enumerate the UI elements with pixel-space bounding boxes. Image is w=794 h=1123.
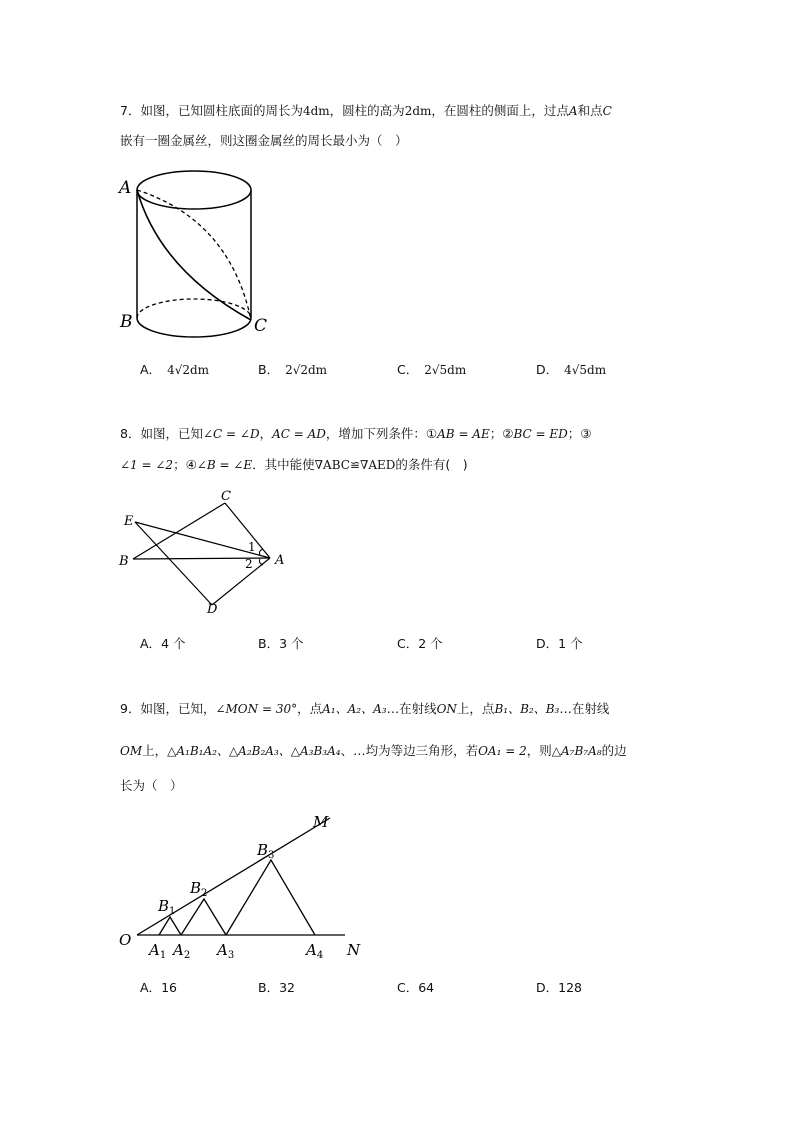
q7-option-c[interactable]: C． 2√5dm	[397, 362, 467, 377]
q8-label-a: A	[275, 553, 285, 568]
q8-stem-line2: ∠1 = ∠2；④∠B = ∠E．其中能使∇ABC≌∇AED的条件有( )	[120, 457, 468, 472]
q9-label-b2: $B_2$	[190, 879, 208, 899]
q7-math: C	[602, 104, 612, 118]
q7-cylinder-figure	[110, 160, 280, 340]
q7-bottom-back	[137, 299, 251, 318]
q7-text: 7．如图，已知圆柱底面的周长为	[120, 103, 303, 118]
q8-label-d: D	[207, 602, 218, 617]
q8-option-c[interactable]: C．2 个	[397, 636, 443, 651]
q8-label-angle-1: 1	[248, 540, 256, 554]
q7-text: ，圆柱的高为	[329, 103, 405, 118]
q8-seg-cb	[133, 503, 225, 559]
q9-label-a3: $A_3$	[217, 941, 235, 961]
q7-label-a: A	[119, 178, 132, 198]
q8-label-angle-2: 2	[245, 557, 253, 571]
q9-ray-om	[137, 818, 330, 935]
q7-stem-line2: 嵌有一圈金属丝，则这圈金属丝的周长最小为（ ）	[120, 133, 408, 148]
q7-stem-line1	[120, 103, 612, 119]
q9-label-b1: $B_1$	[158, 897, 176, 917]
q9-option-a[interactable]: A．16	[140, 980, 177, 995]
q8-option-d[interactable]: D．1 个	[536, 636, 583, 651]
q9-stem-line3: 长为（ ）	[120, 778, 183, 793]
q9-option-d[interactable]: D．128	[536, 980, 582, 995]
q9-label-o: O	[119, 931, 132, 949]
q7-top-ellipse	[137, 171, 251, 209]
q8-label-b: B	[119, 554, 129, 569]
q8-stem-line1: 8．如图，已知∠C = ∠D，AC = AD，增加下列条件：①AB = AE；②BC = ED；③	[120, 426, 592, 441]
q9-label-m: M	[313, 813, 329, 831]
q7-text: 和点	[577, 103, 603, 118]
q9-label-a4: $A_4$	[306, 941, 324, 961]
q7-label-c: C	[254, 316, 268, 336]
q9-stem-line1: 9．如图，已知，∠MON = 30°，点A₁、A₂、A₃…在射线ON上，点B₁、B₂、B₃…在射线	[120, 701, 610, 716]
q9-option-b[interactable]: B．32	[258, 980, 295, 995]
q7-label-b: B	[120, 312, 133, 332]
q7-math: 2dm	[404, 104, 432, 118]
q8-option-a[interactable]: A．4 个	[140, 636, 186, 651]
q7-math: 4dm	[302, 104, 330, 118]
q7-option-b[interactable]: B． 2√2dm	[258, 362, 328, 377]
q7-option-a[interactable]: A． 4√2dm	[140, 362, 210, 377]
q9-label-n: N	[347, 941, 361, 959]
q9-label-a1: $A_1$	[149, 941, 167, 961]
q8-triangles-figure	[115, 485, 295, 620]
q8-label-e: E	[124, 514, 134, 529]
q9-triangle-3	[226, 860, 315, 935]
q8-label-c: C	[221, 489, 231, 504]
q7-math: A	[568, 104, 578, 118]
q9-rays-figure	[115, 805, 375, 965]
q9-stem-line2: OM上，△A₁B₁A₂、△A₂B₂A₃、△A₃B₃A₄、…均为等边三角形，若OA₁ = 2，则△A₇B₇A₈的边	[120, 743, 627, 758]
q8-option-b[interactable]: B．3 个	[258, 636, 304, 651]
q9-label-b3: $B_3$	[257, 841, 275, 861]
q9-label-a2: $A_2$	[173, 941, 191, 961]
q8-angle-arc-1	[259, 549, 263, 555]
q9-option-c[interactable]: C．64	[397, 980, 435, 995]
q7-bottom-front	[137, 318, 251, 337]
q7-text: ，在圆柱的侧面上，过点	[431, 103, 569, 118]
q7-option-d[interactable]: D． 4√5dm	[536, 362, 607, 377]
q8-seg-da	[212, 558, 270, 605]
